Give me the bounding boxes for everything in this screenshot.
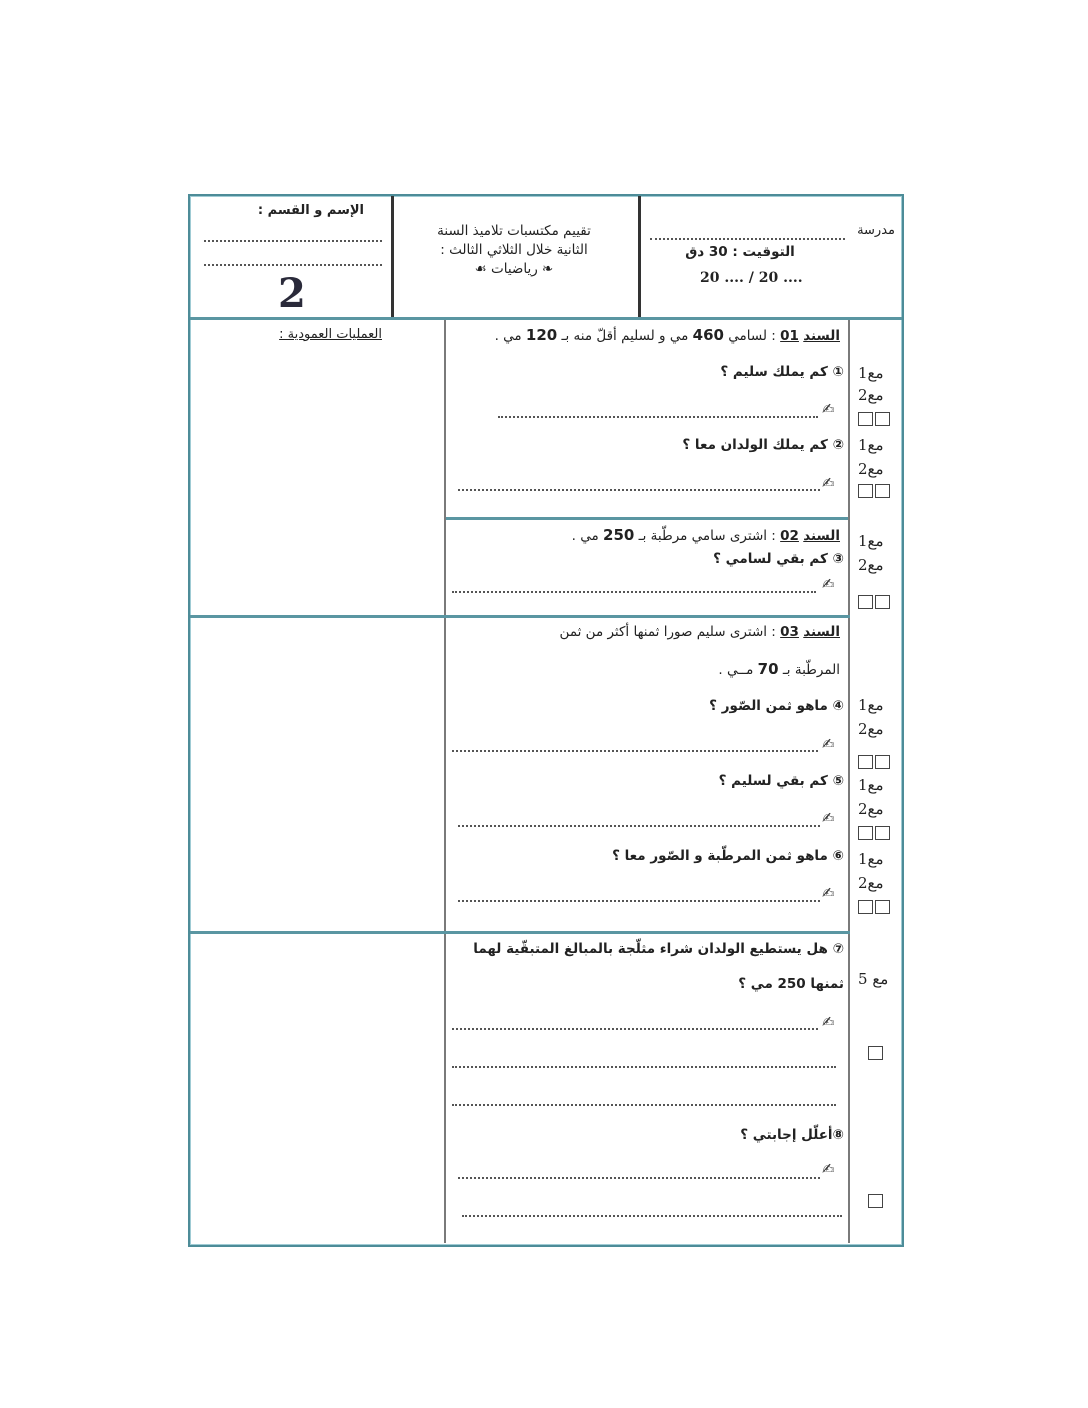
answer-line-q1[interactable]: [498, 416, 818, 418]
section-divider-s1-s2: [446, 517, 848, 520]
school-year: 20 .... / 20 ....: [700, 270, 803, 286]
pen-icon: ✍: [822, 809, 835, 827]
score-column-divider: [848, 320, 850, 1243]
criterion-2: مع2: [858, 556, 884, 574]
section-2-text-a: : اشترى سامي مرطّبة بـ: [634, 528, 781, 544]
score-box[interactable]: [868, 1046, 883, 1060]
title-line-2: الثانية خلال الثلاثي الثالث :: [440, 242, 588, 258]
criterion-2: مع2: [858, 800, 884, 818]
answer-line-q6[interactable]: [458, 900, 820, 902]
operations-column-divider: [444, 320, 446, 1243]
section-1-text-c: مي .: [494, 328, 526, 344]
score-box[interactable]: [875, 412, 890, 426]
title-line-1: تقييم مكتسبات تلاميذ السنة: [437, 223, 591, 239]
section-2-num: 02: [780, 528, 799, 544]
pen-icon: ✍: [822, 400, 835, 418]
section-3-text-c: مــي .: [718, 662, 758, 678]
level-digit: 2: [278, 270, 306, 317]
criterion-2: مع2: [858, 720, 884, 738]
answer-line-q7-2[interactable]: [452, 1066, 836, 1068]
section-1-num: 01: [780, 328, 799, 344]
flourish-icon: ☙: [474, 261, 492, 277]
section-1-tag: السند: [803, 328, 840, 344]
score-box[interactable]: [858, 755, 873, 769]
score-box[interactable]: [858, 595, 873, 609]
score-box[interactable]: [858, 412, 873, 426]
section-1-value-1: 460: [692, 326, 724, 344]
section-3-text-b: المرطّبة بـ: [778, 662, 840, 678]
answer-line-q5[interactable]: [458, 825, 820, 827]
section-3-num: 03: [780, 624, 799, 640]
section-3-text-a: : اشترى سليم صورا ثمنها أكثر من ثمن: [559, 624, 781, 640]
pen-icon: ✍: [822, 1013, 835, 1031]
question-2: ② كم يملك الولدان معا ؟: [682, 437, 844, 453]
header-col-divider-2: [638, 196, 641, 317]
section-2-value-1: 250: [603, 526, 635, 544]
section-1-text-a: : لسامي: [723, 328, 781, 344]
score-box[interactable]: [875, 826, 890, 840]
answer-line-q8-1[interactable]: [458, 1177, 820, 1179]
operations-label: العمليات العمودية :: [279, 327, 382, 342]
duration: التوقيت : 30 دق: [685, 244, 795, 260]
criterion-1: مع1: [858, 776, 884, 794]
pen-icon: ✍: [822, 884, 835, 902]
score-box[interactable]: [858, 484, 873, 498]
criterion-1: مع1: [858, 532, 884, 550]
header-divider: [190, 317, 902, 320]
school-row: [650, 223, 895, 238]
score-boxes-q5: [858, 826, 890, 840]
school-line[interactable]: [650, 238, 845, 240]
score-boxes-q3: [858, 595, 890, 609]
name-label: الإسم و القسم :: [257, 203, 364, 218]
school-label: مدرسة: [857, 223, 895, 238]
criterion-2: مع2: [858, 386, 884, 404]
section-1-text-b: مي و لسليم أقلّ منه بـ: [557, 328, 693, 344]
score-boxes-q2: [858, 484, 890, 498]
pen-icon: ✍: [822, 575, 835, 593]
question-7-line-1: ⑦ هل يستطيع الولدان شراء مثلّجة بالمبالغ المتبقّية لهما: [473, 941, 844, 957]
pen-icon: ✍: [822, 735, 835, 753]
section-3-tag: السند: [803, 624, 840, 640]
section-2-tag: السند: [803, 528, 840, 544]
question-8: ⑧أعلّل إجابتي ؟: [740, 1127, 844, 1143]
criterion-2: مع2: [858, 874, 884, 892]
section-3-text-line2: [452, 660, 840, 678]
subject: رياضيات: [491, 261, 538, 277]
row-divider-1: [190, 615, 850, 618]
name-line-1[interactable]: [204, 240, 382, 242]
score-box[interactable]: [875, 900, 890, 914]
exam-frame: [188, 194, 904, 1247]
row-divider-2: [190, 931, 850, 934]
question-3: ③ كم بقي لسامي ؟: [713, 551, 844, 567]
pen-icon: ✍: [822, 474, 835, 492]
question-5: ⑤ كم بقي لسليم ؟: [718, 773, 844, 789]
answer-line-q4[interactable]: [452, 750, 818, 752]
question-1: ① كم يملك سليم ؟: [720, 364, 844, 380]
score-box[interactable]: [875, 755, 890, 769]
score-box[interactable]: [875, 595, 890, 609]
score-box[interactable]: [858, 826, 873, 840]
score-boxes-q6: [858, 900, 890, 914]
question-6: ⑥ ماهو ثمن المرطّبة و الصّور معا ؟: [612, 848, 844, 864]
answer-line-q7-3[interactable]: [452, 1104, 836, 1106]
section-3-text: [452, 624, 840, 640]
criterion-5: مع 5: [858, 970, 889, 988]
criterion-1: مع1: [858, 696, 884, 714]
score-box-q7: [868, 1046, 883, 1060]
score-box[interactable]: [875, 484, 890, 498]
header-col-divider-1: [391, 196, 394, 317]
section-3-value-1: 70: [757, 660, 779, 678]
section-2-text: [452, 526, 840, 544]
section-2-text-b: مي .: [571, 528, 604, 544]
criterion-2: مع2: [858, 460, 884, 478]
answer-line-q7-1[interactable]: [452, 1028, 818, 1030]
question-7-line-2: ثمنها 250 مي ؟: [738, 976, 844, 992]
score-boxes-q1: [858, 412, 890, 426]
name-line-2[interactable]: [204, 264, 382, 266]
criterion-1: مع1: [858, 850, 884, 868]
section-1-value-2: 120: [525, 326, 558, 344]
criterion-1: مع1: [858, 364, 884, 382]
subject-line: [400, 260, 628, 279]
score-boxes-q4: [858, 755, 890, 769]
answer-line-q3[interactable]: [452, 591, 816, 593]
score-box[interactable]: [868, 1194, 883, 1208]
answer-line-q8-2[interactable]: [462, 1215, 842, 1217]
flourish-icon: ❧: [537, 261, 554, 277]
section-1-text: [452, 326, 840, 344]
answer-line-q2[interactable]: [458, 489, 820, 491]
exam-title: [400, 222, 628, 279]
score-box-q8: [868, 1194, 883, 1208]
question-4: ④ ماهو ثمن الصّور ؟: [709, 698, 844, 714]
criterion-1: مع1: [858, 436, 884, 454]
pen-icon: ✍: [822, 1160, 835, 1178]
score-box[interactable]: [858, 900, 873, 914]
